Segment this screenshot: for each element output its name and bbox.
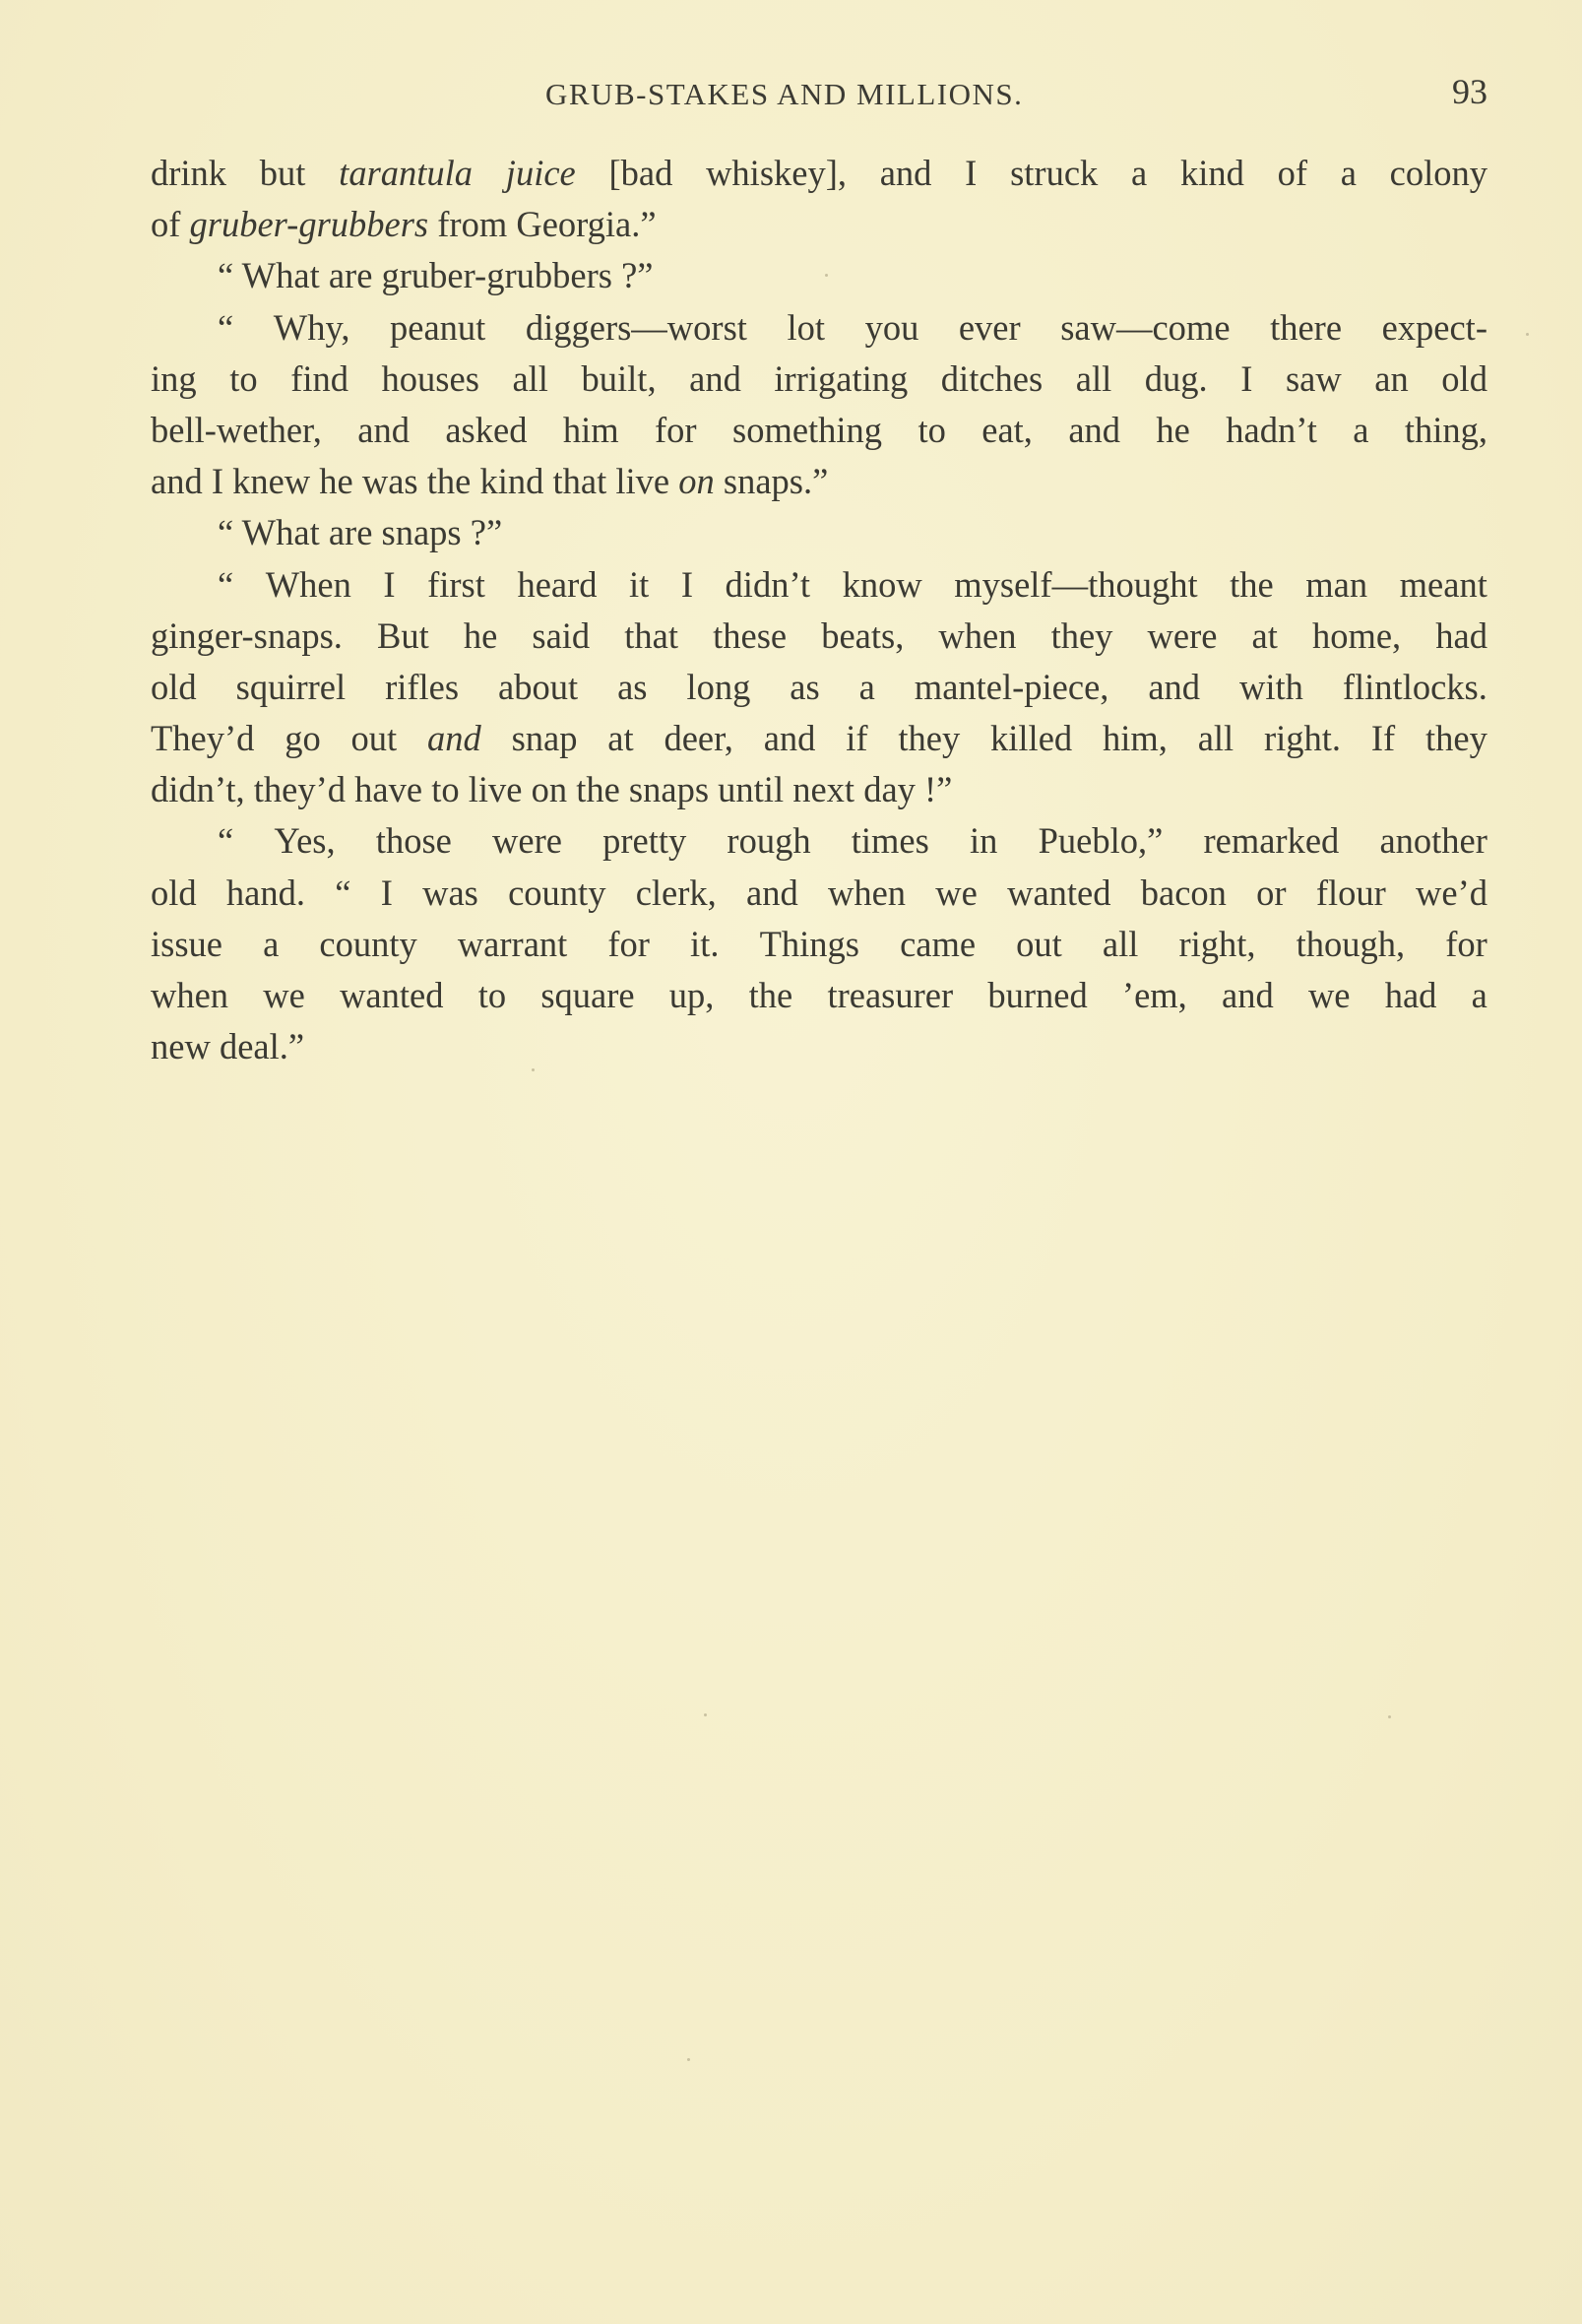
word: county xyxy=(508,872,606,913)
word: and xyxy=(879,153,932,193)
word: snap xyxy=(511,718,578,759)
word: rifles xyxy=(385,666,460,707)
word: had xyxy=(1384,975,1437,1015)
word: if xyxy=(846,718,868,759)
word: on xyxy=(678,461,715,502)
word: they xyxy=(898,718,961,759)
word: on xyxy=(531,769,568,810)
word: “ xyxy=(218,255,234,296)
word: something xyxy=(731,409,883,450)
word: it. xyxy=(690,923,720,964)
word: another xyxy=(1379,820,1487,862)
word: long xyxy=(686,666,751,707)
text-line xyxy=(151,815,1487,867)
word: all xyxy=(1197,718,1234,759)
word: to xyxy=(431,769,460,810)
word: flintlocks. xyxy=(1342,666,1487,707)
word: I xyxy=(680,563,694,605)
paper-speck xyxy=(687,2058,690,2061)
word: But xyxy=(377,614,429,656)
word: whiskey], xyxy=(706,153,847,193)
word: dug. xyxy=(1144,357,1208,399)
word: clerk, xyxy=(635,872,717,913)
word: kind xyxy=(479,461,544,502)
word: those xyxy=(375,820,452,862)
word: the xyxy=(748,975,793,1015)
text-line xyxy=(151,405,1487,456)
word: remarked xyxy=(1203,820,1340,862)
word: ing xyxy=(151,357,197,399)
word: when xyxy=(827,872,907,913)
text-line xyxy=(151,662,1487,713)
word: and xyxy=(1068,409,1121,450)
text-line xyxy=(151,456,1487,507)
text-line xyxy=(151,970,1487,1021)
word: were xyxy=(1147,614,1218,656)
word: They’d xyxy=(151,718,255,759)
word: ever xyxy=(958,306,1021,348)
word: I xyxy=(380,872,393,913)
running-title: GRUB-STAKES AND MILLIONS. xyxy=(545,77,1024,111)
word: know xyxy=(842,563,922,605)
word: When xyxy=(265,563,351,605)
text-line xyxy=(151,507,1487,558)
word: ’em, xyxy=(1121,975,1187,1015)
word: ?” xyxy=(470,512,503,553)
word: old xyxy=(151,666,197,707)
word: burned xyxy=(987,975,1088,1015)
word: are xyxy=(328,255,373,296)
word: they’d xyxy=(253,769,347,810)
word: a xyxy=(263,923,280,964)
word: and xyxy=(763,718,816,759)
word: that xyxy=(552,461,607,502)
word: I xyxy=(211,461,223,502)
word: they xyxy=(1424,718,1487,759)
word: out xyxy=(350,718,398,759)
word: from xyxy=(437,204,508,245)
word: until xyxy=(718,769,785,810)
word: built, xyxy=(581,357,657,399)
word: and xyxy=(746,872,798,913)
word: a xyxy=(1353,409,1369,450)
word: these xyxy=(713,614,788,656)
word: bacon xyxy=(1140,872,1227,913)
word: when xyxy=(938,614,1017,656)
word: all xyxy=(1102,923,1139,964)
word: you xyxy=(864,306,919,348)
word: Yes, xyxy=(274,820,336,862)
word: meant xyxy=(1399,563,1487,605)
word: we xyxy=(935,872,978,913)
word: square xyxy=(540,975,635,1015)
word: when xyxy=(151,975,229,1015)
word: thing, xyxy=(1404,409,1487,450)
word: said xyxy=(532,614,591,656)
body-text xyxy=(151,148,1487,1072)
word: Why, xyxy=(273,306,350,348)
word: snaps xyxy=(628,769,710,810)
word: rough xyxy=(727,820,811,862)
word: first xyxy=(427,563,485,605)
word: for xyxy=(655,409,697,450)
word: treasurer xyxy=(827,975,954,1015)
word: If xyxy=(1370,718,1396,759)
word: county xyxy=(319,923,417,964)
word: deer, xyxy=(664,718,733,759)
word: hand. xyxy=(225,872,305,913)
word: of xyxy=(151,204,181,245)
word: What xyxy=(241,512,320,553)
word: live xyxy=(615,461,670,502)
word: wanted xyxy=(1007,872,1111,913)
word: and xyxy=(1148,666,1201,707)
word: as xyxy=(790,666,820,707)
word: didn’t xyxy=(725,563,811,605)
word: him, xyxy=(1102,718,1168,759)
text-line xyxy=(151,713,1487,764)
word: though, xyxy=(1296,923,1406,964)
word: all xyxy=(1075,357,1112,399)
word: at xyxy=(607,718,634,759)
word: right, xyxy=(1178,923,1256,964)
word: eat, xyxy=(981,409,1033,450)
word: there xyxy=(1270,306,1343,348)
word: myself—thought xyxy=(954,563,1198,605)
word: ginger-snaps. xyxy=(151,614,343,656)
word: go xyxy=(285,718,321,759)
word: we xyxy=(263,975,305,1015)
word: wanted xyxy=(340,975,444,1015)
word: struck xyxy=(1010,153,1099,193)
word: deal.” xyxy=(219,1026,305,1067)
word: killed xyxy=(990,718,1073,759)
word: new xyxy=(151,1026,211,1067)
word: Georgia.” xyxy=(516,204,657,245)
word: ditches xyxy=(940,357,1044,399)
word: it xyxy=(629,563,650,605)
word: old xyxy=(151,872,197,913)
word: that xyxy=(624,614,679,656)
word: he xyxy=(1156,409,1190,450)
word: I xyxy=(1240,357,1253,399)
word: expect- xyxy=(1381,306,1487,348)
word: “ xyxy=(218,306,234,348)
word: had xyxy=(1435,614,1487,656)
word: irrigating xyxy=(774,357,909,399)
word: didn’t, xyxy=(151,769,245,810)
word: at xyxy=(1251,614,1278,656)
word: right. xyxy=(1263,718,1342,759)
paper-speck xyxy=(532,1068,535,1071)
word: snaps xyxy=(381,512,462,553)
text-line xyxy=(151,199,1487,250)
word: I xyxy=(383,563,396,605)
word: a xyxy=(1340,153,1357,193)
word: knew xyxy=(232,461,311,502)
word: and xyxy=(1222,975,1274,1015)
word: and xyxy=(427,718,481,759)
text-line xyxy=(151,302,1487,354)
word: warrant xyxy=(457,923,568,964)
word: was xyxy=(361,461,418,502)
word: asked xyxy=(445,409,528,450)
word: pretty xyxy=(602,820,687,862)
word: hadn’t xyxy=(1226,409,1317,450)
word: ?” xyxy=(621,255,654,296)
word: tarantula xyxy=(339,153,474,193)
word: man xyxy=(1305,563,1368,605)
word: saw—come xyxy=(1060,306,1231,348)
word: were xyxy=(492,820,562,862)
paper-speck xyxy=(1388,1715,1391,1718)
word: saw xyxy=(1285,357,1342,399)
word: gruber-grubbers xyxy=(189,204,429,245)
word: diggers—worst xyxy=(525,306,747,348)
word: drink xyxy=(151,153,227,193)
word: was xyxy=(422,872,478,913)
word: heard xyxy=(517,563,598,605)
text-line xyxy=(151,148,1487,199)
word: or xyxy=(1256,872,1287,913)
word: “ xyxy=(218,512,234,553)
word: up, xyxy=(668,975,715,1015)
word: as xyxy=(617,666,648,707)
word: juice xyxy=(505,153,576,193)
word: kind xyxy=(1179,153,1244,193)
word: gruber-grubbers xyxy=(381,255,612,296)
word: snaps.” xyxy=(723,461,829,502)
text-line xyxy=(151,868,1487,919)
word: find xyxy=(290,357,348,399)
running-head xyxy=(0,71,1582,120)
word: the xyxy=(426,461,472,502)
word: out xyxy=(1016,923,1062,964)
word: to xyxy=(918,409,946,450)
word: we xyxy=(1307,975,1351,1015)
word: squirrel xyxy=(235,666,347,707)
word: and xyxy=(357,409,410,450)
word: but xyxy=(259,153,306,193)
text-line xyxy=(151,354,1487,405)
word: Things xyxy=(759,923,859,964)
page-number: 93 xyxy=(1452,72,1487,111)
word: !” xyxy=(924,769,953,810)
word: and xyxy=(689,357,741,399)
paper-speck xyxy=(1526,333,1529,336)
word: have xyxy=(354,769,423,810)
word: a xyxy=(858,666,875,707)
word: mantel-piece, xyxy=(914,666,1109,707)
word: What xyxy=(241,255,320,296)
word: a xyxy=(1131,153,1148,193)
word: flour xyxy=(1315,872,1386,913)
word: colony xyxy=(1389,153,1487,193)
word: we’d xyxy=(1416,872,1487,913)
word: came xyxy=(900,923,977,964)
word: for xyxy=(607,923,650,964)
word: “ xyxy=(335,872,351,913)
word: they xyxy=(1050,614,1113,656)
paper-speck xyxy=(825,274,828,277)
paper-speck xyxy=(704,1713,707,1716)
word: of xyxy=(1277,153,1307,193)
word: beats, xyxy=(821,614,905,656)
word: next xyxy=(792,769,855,810)
text-line xyxy=(151,764,1487,815)
word: peanut xyxy=(390,306,486,348)
word: are xyxy=(328,512,373,553)
text-line xyxy=(151,919,1487,970)
word: about xyxy=(498,666,579,707)
word: day xyxy=(863,769,916,810)
word: and xyxy=(151,461,203,502)
word: the xyxy=(1230,563,1274,605)
word: him xyxy=(562,409,619,450)
word: I xyxy=(965,153,978,193)
word: all xyxy=(512,357,548,399)
word: he xyxy=(463,614,498,656)
text-line xyxy=(151,1021,1487,1072)
word: for xyxy=(1445,923,1487,964)
word: issue xyxy=(151,923,222,964)
text-line xyxy=(151,611,1487,662)
word: to xyxy=(229,357,258,399)
word: lot xyxy=(787,306,826,348)
word: Pueblo,” xyxy=(1038,820,1164,862)
word: old xyxy=(1441,357,1487,399)
word: “ xyxy=(218,563,234,605)
word: [bad xyxy=(608,153,673,193)
word: with xyxy=(1239,666,1303,707)
word: home, xyxy=(1311,614,1402,656)
word: to xyxy=(477,975,507,1015)
word: bell-wether, xyxy=(151,409,322,450)
text-line xyxy=(151,250,1487,301)
word: “ xyxy=(218,820,234,862)
word: times xyxy=(851,820,929,862)
word: an xyxy=(1374,357,1409,399)
word: in xyxy=(970,820,998,862)
word: he xyxy=(319,461,353,502)
word: houses xyxy=(381,357,479,399)
word: the xyxy=(576,769,620,810)
word: live xyxy=(468,769,523,810)
text-line xyxy=(151,559,1487,611)
word: a xyxy=(1471,975,1487,1015)
